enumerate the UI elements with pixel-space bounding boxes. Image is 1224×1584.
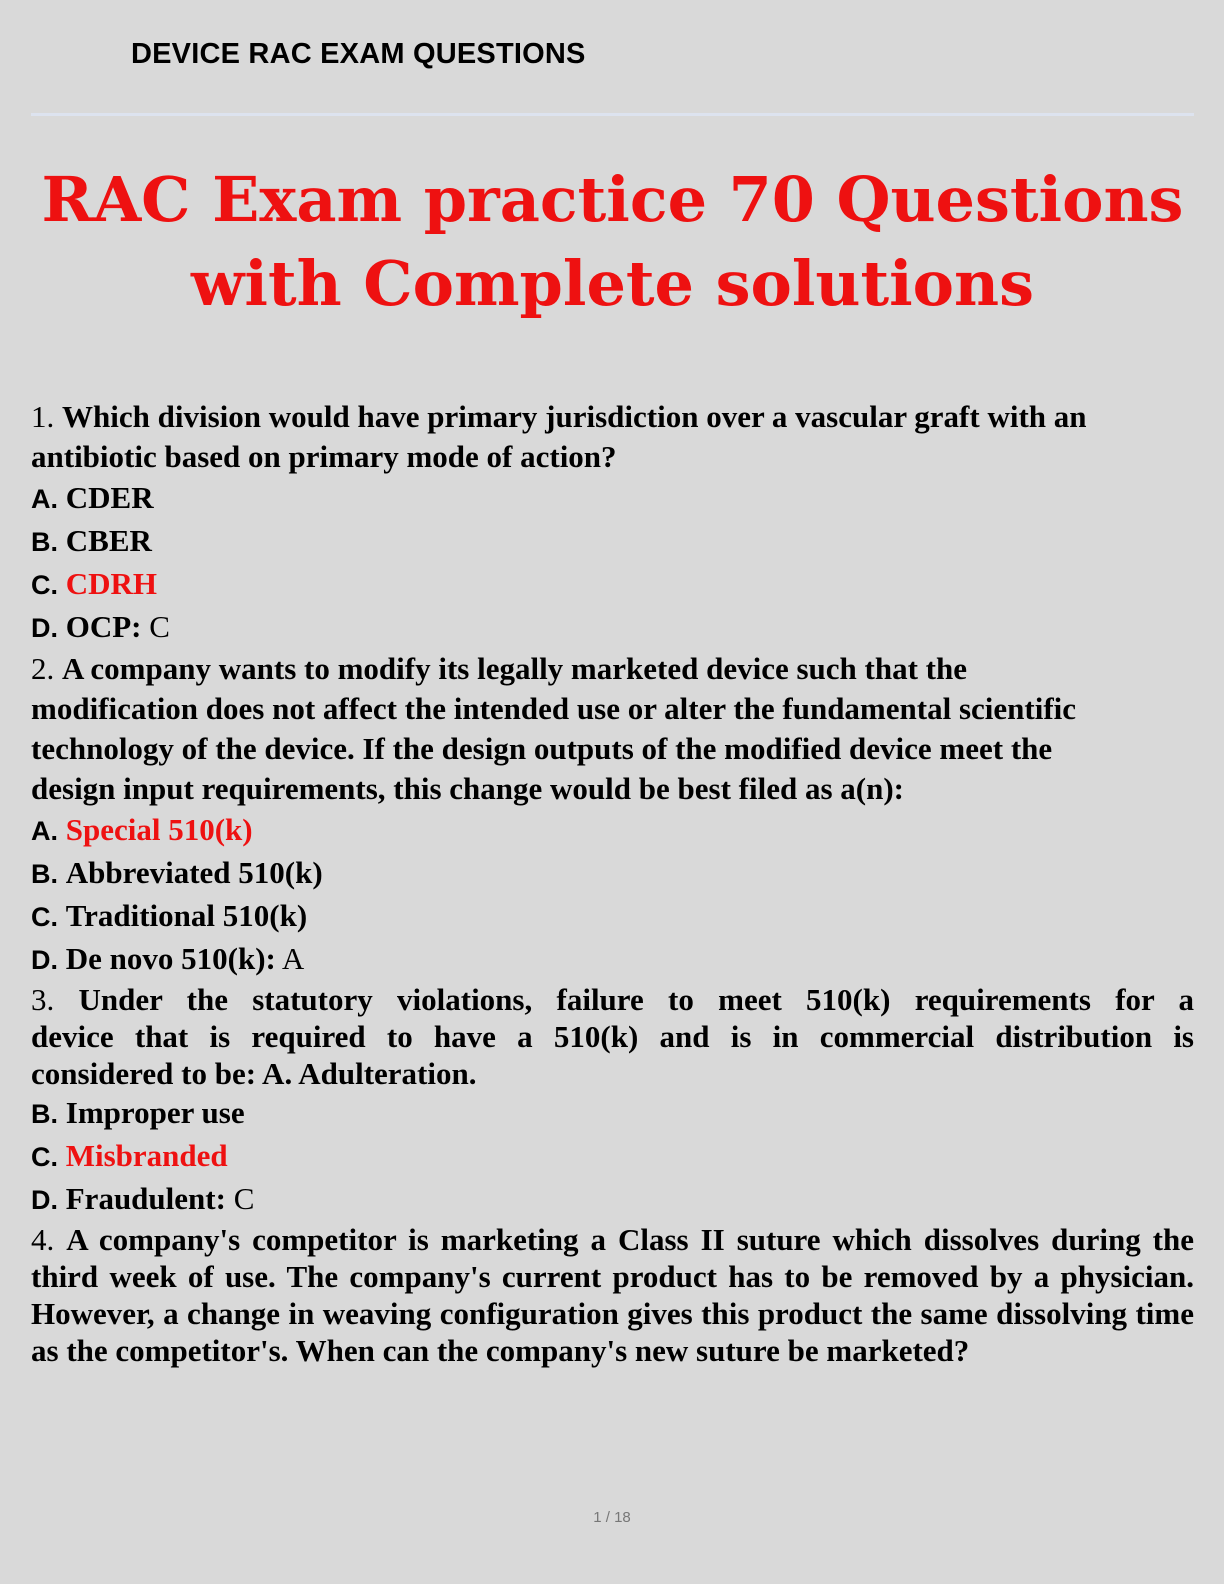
question-line [31,649,1194,689]
question-line [31,1055,1194,1092]
option-d [31,606,1194,649]
question-line [31,981,1194,1018]
option-letter: B. [31,1099,58,1129]
option-c-correct [31,1135,1194,1178]
option-text: OCP: [65,609,142,644]
question-line [31,437,1194,477]
question-line [31,689,1194,729]
option-letter: B. [31,527,58,557]
question-text: Under the statutory violations, failure to meet 510(k) requirements for a [78,982,1194,1017]
question-3 [31,981,1194,1221]
option-d [31,1178,1194,1221]
option-letter: B. [31,859,58,889]
question-number: 2. [31,651,55,686]
answer-key: C [141,609,170,644]
question-text: device that is required to have a 510(k) and is in commercial distribution is [31,1019,1194,1054]
question-number: 4. [31,1222,55,1257]
question-text: A company's competitor is marketing a Class II suture which dissolves during the third week of use. The company's current product has to be removed by a physician. However, a change in weaving configuration gives this product the same dissolving time as the competitor's. When can the company's new suture be marketed? [31,1222,1194,1368]
question-line [31,1018,1194,1055]
option-letter: D. [31,945,58,975]
header-divider [31,113,1194,116]
option-letter: A. [31,484,58,514]
question-4 [31,1221,1194,1369]
option-letter: D. [31,1185,58,1215]
option-a [31,477,1194,520]
option-a-correct [31,809,1194,852]
question-2 [31,649,1194,981]
question-number: 3. [31,982,55,1017]
option-b [31,852,1194,895]
option-text: CDRH [65,566,158,601]
option-text: Misbranded [65,1138,228,1173]
option-text: CBER [65,523,152,558]
option-b [31,1092,1194,1135]
question-text: considered to be: A. Adulteration. [31,1056,477,1091]
option-letter: C. [31,570,58,600]
document-title [31,158,1194,326]
question-text: technology of the device. If the design outputs of the modified device meet the [31,731,1053,766]
answer-key: A [275,941,305,976]
option-text: Traditional 510(k) [65,898,308,933]
question-text: antibiotic based on primary mode of action? [31,439,617,474]
option-c [31,895,1194,938]
page-number: 1 / 18 [593,1509,631,1526]
question-line [31,769,1194,809]
option-text: Special 510(k) [65,812,253,847]
question-1 [31,397,1194,649]
option-letter: A. [31,816,58,846]
option-letter: D. [31,613,58,643]
questions-section [31,397,1194,1369]
question-line [31,397,1194,437]
option-text: Fraudulent: [65,1181,226,1216]
option-d [31,938,1194,981]
option-letter: C. [31,902,58,932]
option-text: Improper use [65,1095,245,1130]
question-text: A company wants to modify its legally marketed device such that the [62,651,967,686]
answer-key: C [225,1181,255,1216]
option-b [31,520,1194,563]
title-line-1: RAC Exam practice 70 Questions [41,163,1184,236]
option-text: Abbreviated 510(k) [65,855,323,890]
option-letter: C. [31,1142,58,1172]
option-c-correct [31,563,1194,606]
question-text: Which division would have primary jurisdiction over a vascular graft with an [62,399,1087,434]
question-text: modification does not affect the intended use or alter the fundamental scientific [31,691,1077,726]
title-line-2: with Complete solutions [191,247,1034,320]
option-text: De novo 510(k): [65,941,276,976]
question-number: 1. [31,399,55,434]
document-header: DEVICE RAC EXAM QUESTIONS [131,38,586,70]
question-line [31,729,1194,769]
question-text: design input requirements, this change would be best filed as a(n): [31,771,904,806]
option-text: CDER [65,480,154,515]
